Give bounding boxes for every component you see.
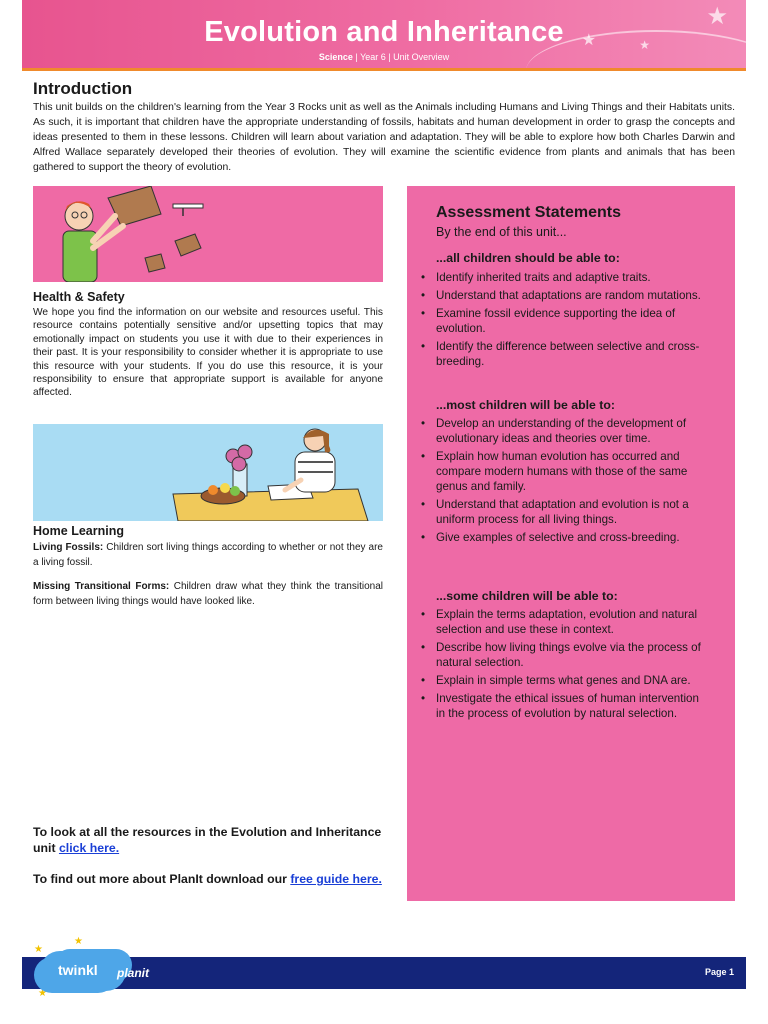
home-learning-item: Living Fossils: Children sort living things according to whether or not they are a living fossil. xyxy=(33,542,383,568)
list-item: • Identify the difference between selective and cross-breeding. xyxy=(421,339,711,369)
list-item: • Develop an understanding of the development of evolutionary ideas and theories over time. xyxy=(421,416,711,446)
guide-link-text: To find out more about PlanIt download our free guide here. xyxy=(33,872,382,886)
list-item: • Understand that adaptations are random mutations. xyxy=(421,288,711,303)
home-learning-item: Missing Transitional Forms: Children draw what they think the transitional form between living things would have looked like. xyxy=(33,581,383,607)
twinkl-logo: twinkl xyxy=(40,951,126,991)
star-icon: ★ xyxy=(74,936,83,947)
assessment-heading: Assessment Statements xyxy=(436,204,621,221)
star-icon: ★ xyxy=(38,988,47,999)
resources-link-text: To look at all the resources in the Evolution and Inheritance unit click here. xyxy=(33,825,382,855)
page-number: Page 1 xyxy=(704,967,734,977)
list-item: • Investigate the ethical issues of human intervention in the process of evolution by natural selection. xyxy=(421,691,711,721)
assessment-panel xyxy=(407,186,735,901)
planit-logo: planit xyxy=(117,966,149,980)
list-item: • Understand that adaptation and evolution is not a uniform process for all living things. xyxy=(421,497,711,527)
group-list-most xyxy=(421,416,711,548)
introduction-text: This unit builds on the children's learning from the Year 3 Rocks unit as well as the Animals including Humans and Living Things and their Habitats units. As such, it is important that children have the appropriate understanding of fossils, habitats and human development in order to grasp the concepts and ideas presented to them in these lessons. Children will learn about variation and adaptation. They will be able to explore how both Charles Darwin and Alfred Wallace separately developed their theories of evolution. They will examine the scientific evidence from plants and animals that has been gathered to support the theory of evolution. xyxy=(33,102,735,173)
home-learning-heading: Home Learning xyxy=(33,524,124,538)
title-banner xyxy=(22,0,746,71)
list-item: • Explain how human evolution has occurred and compare modern humans with those of the same genus and family. xyxy=(421,449,711,494)
page-title: Evolution and Inheritance xyxy=(204,16,564,48)
home-learning-illustration xyxy=(33,424,383,521)
star-icon: ★ xyxy=(706,3,728,30)
star-icon: ★ xyxy=(34,944,43,955)
group-heading-some: ...some children will be able to: xyxy=(436,589,618,603)
list-item: • Explain the terms adaptation, evolution and natural selection and use these in context. xyxy=(421,607,711,637)
star-icon: ★ xyxy=(639,38,650,52)
group-list-all xyxy=(421,270,711,372)
star-icon: ★ xyxy=(581,32,596,49)
group-heading-most: ...most children will be able to: xyxy=(436,398,616,412)
page-subtitle: Science | Year 6 | Unit Overview xyxy=(318,52,450,62)
list-item: • Give examples of selective and cross-breeding. xyxy=(421,530,711,545)
introduction-heading: Introduction xyxy=(33,79,133,98)
list-item: • Explain in simple terms what genes and DNA are. xyxy=(421,673,711,688)
list-item: • Examine fossil evidence supporting the idea of evolution. xyxy=(421,306,711,336)
free-guide-link[interactable]: free guide here. xyxy=(290,872,382,886)
health-safety-text: We hope you find the information on our website and resources useful. This resource contains potentially sensitive and/or upsetting topics that may emotionally impact on students you use it with due to their experiences in their past. It is your responsibility to consider whether it is appropriate to use this resource with your students. If you do use this resource, it is your responsibility to ensure that appropriate support is available for anyone affected. xyxy=(33,307,383,399)
group-heading-all: ...all children should be able to: xyxy=(436,251,620,265)
click-here-link[interactable]: click here. xyxy=(58,841,120,855)
boxes-illustration xyxy=(33,186,383,282)
group-list-some xyxy=(421,607,711,724)
list-item: • Identify inherited traits and adaptive traits. xyxy=(421,270,711,285)
list-item: • Describe how living things evolve via the process of natural selection. xyxy=(421,640,711,670)
health-safety-heading: Health & Safety xyxy=(33,290,125,304)
assessment-subheading: By the end of this unit... xyxy=(436,225,567,239)
